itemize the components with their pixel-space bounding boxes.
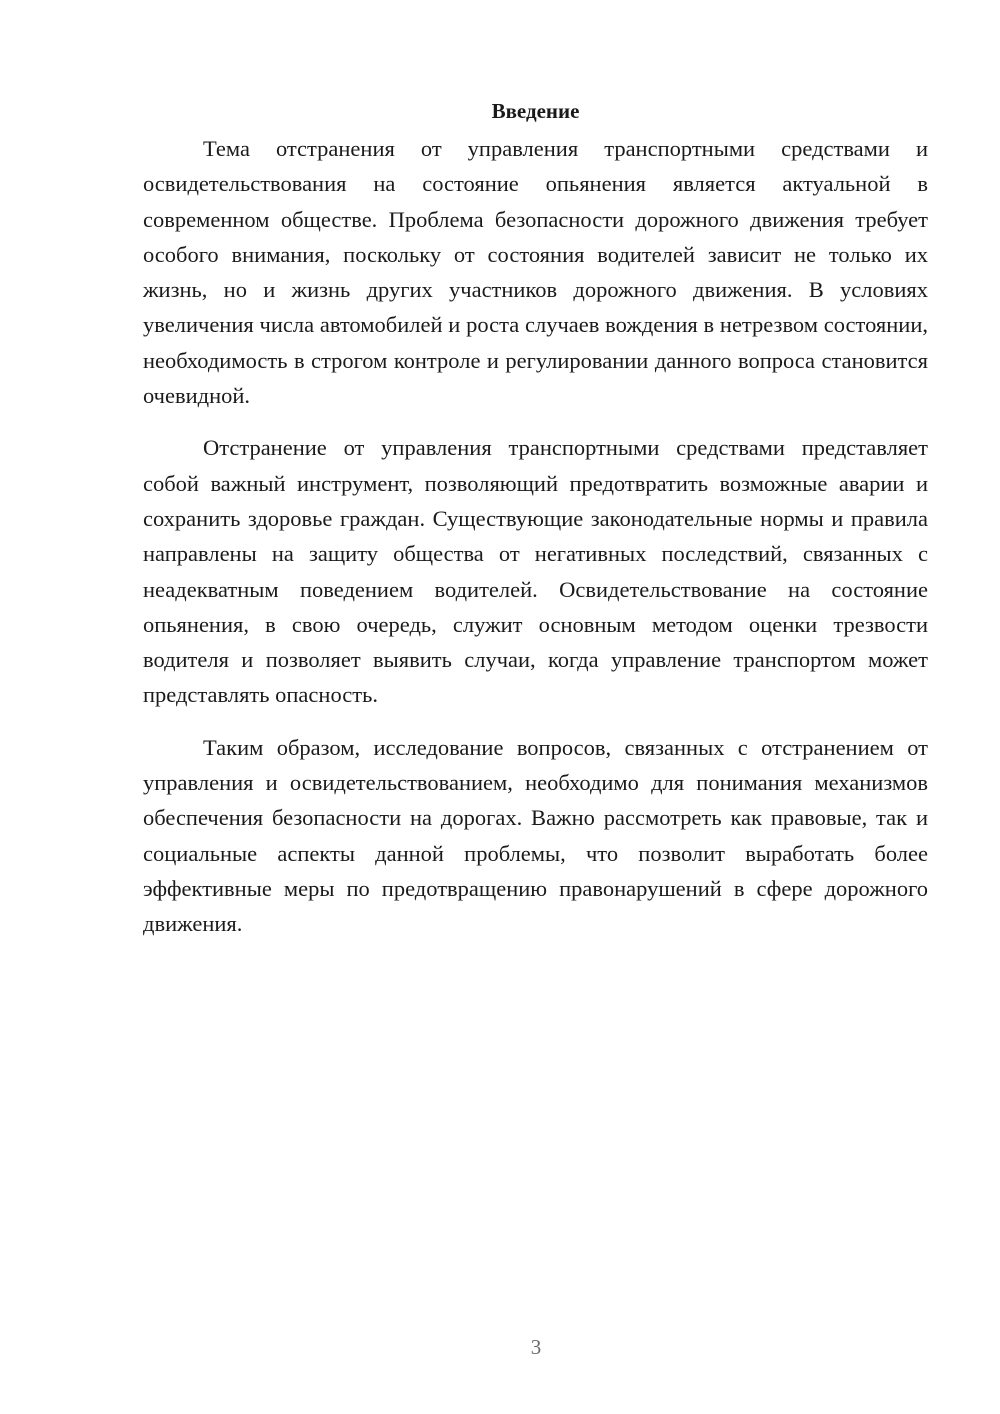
paragraph-3: Таким образом, исследование вопросов, связанных с отстранением от управления и освидетельствованием, необходимо для понимания механизмов обеспечения безопасности на дорогах. Важно рассмотреть как правовые, так и социальные аспекты данной проблемы, что позволит выработать более эффективные меры по предотвращению правонарушений в сфере дорожного движения. xyxy=(143,734,928,937)
paragraph-2: Отстранение от управления транспортными средствами представляет собой важный инструмент, позволяющий предотвратить возможные аварии и сохранить здоровье граждан. Существующие законодательные нормы и правила направлены на защиту общества от негативных последствий, связанных с неадекватным поведением водителей. Освидетельствование на состояние опьянения, в свою очередь, служит основным методом оценки трезвости водителя и позволяет выявить случаи, когда управление транспортом может представлять опасность. xyxy=(143,435,928,708)
section-title: Введение xyxy=(491,99,580,123)
page-content xyxy=(143,96,928,959)
paragraph-1: Тема отстранения от управления транспортными средствами и освидетельствования на состояние опьянения является актуальной в современном обществе. Проблема безопасности дорожного движения требует особого внимания, поскольку от состояния водителей зависит не только их жизнь, но и жизнь других участников дорожного движения. В условиях увеличения числа автомобилей и роста случаев вождения в нетрезвом состоянии, необходимость в строгом контроле и регулировании данного вопроса становится очевидной. xyxy=(143,136,928,409)
page-number: 3 xyxy=(530,1335,542,1359)
